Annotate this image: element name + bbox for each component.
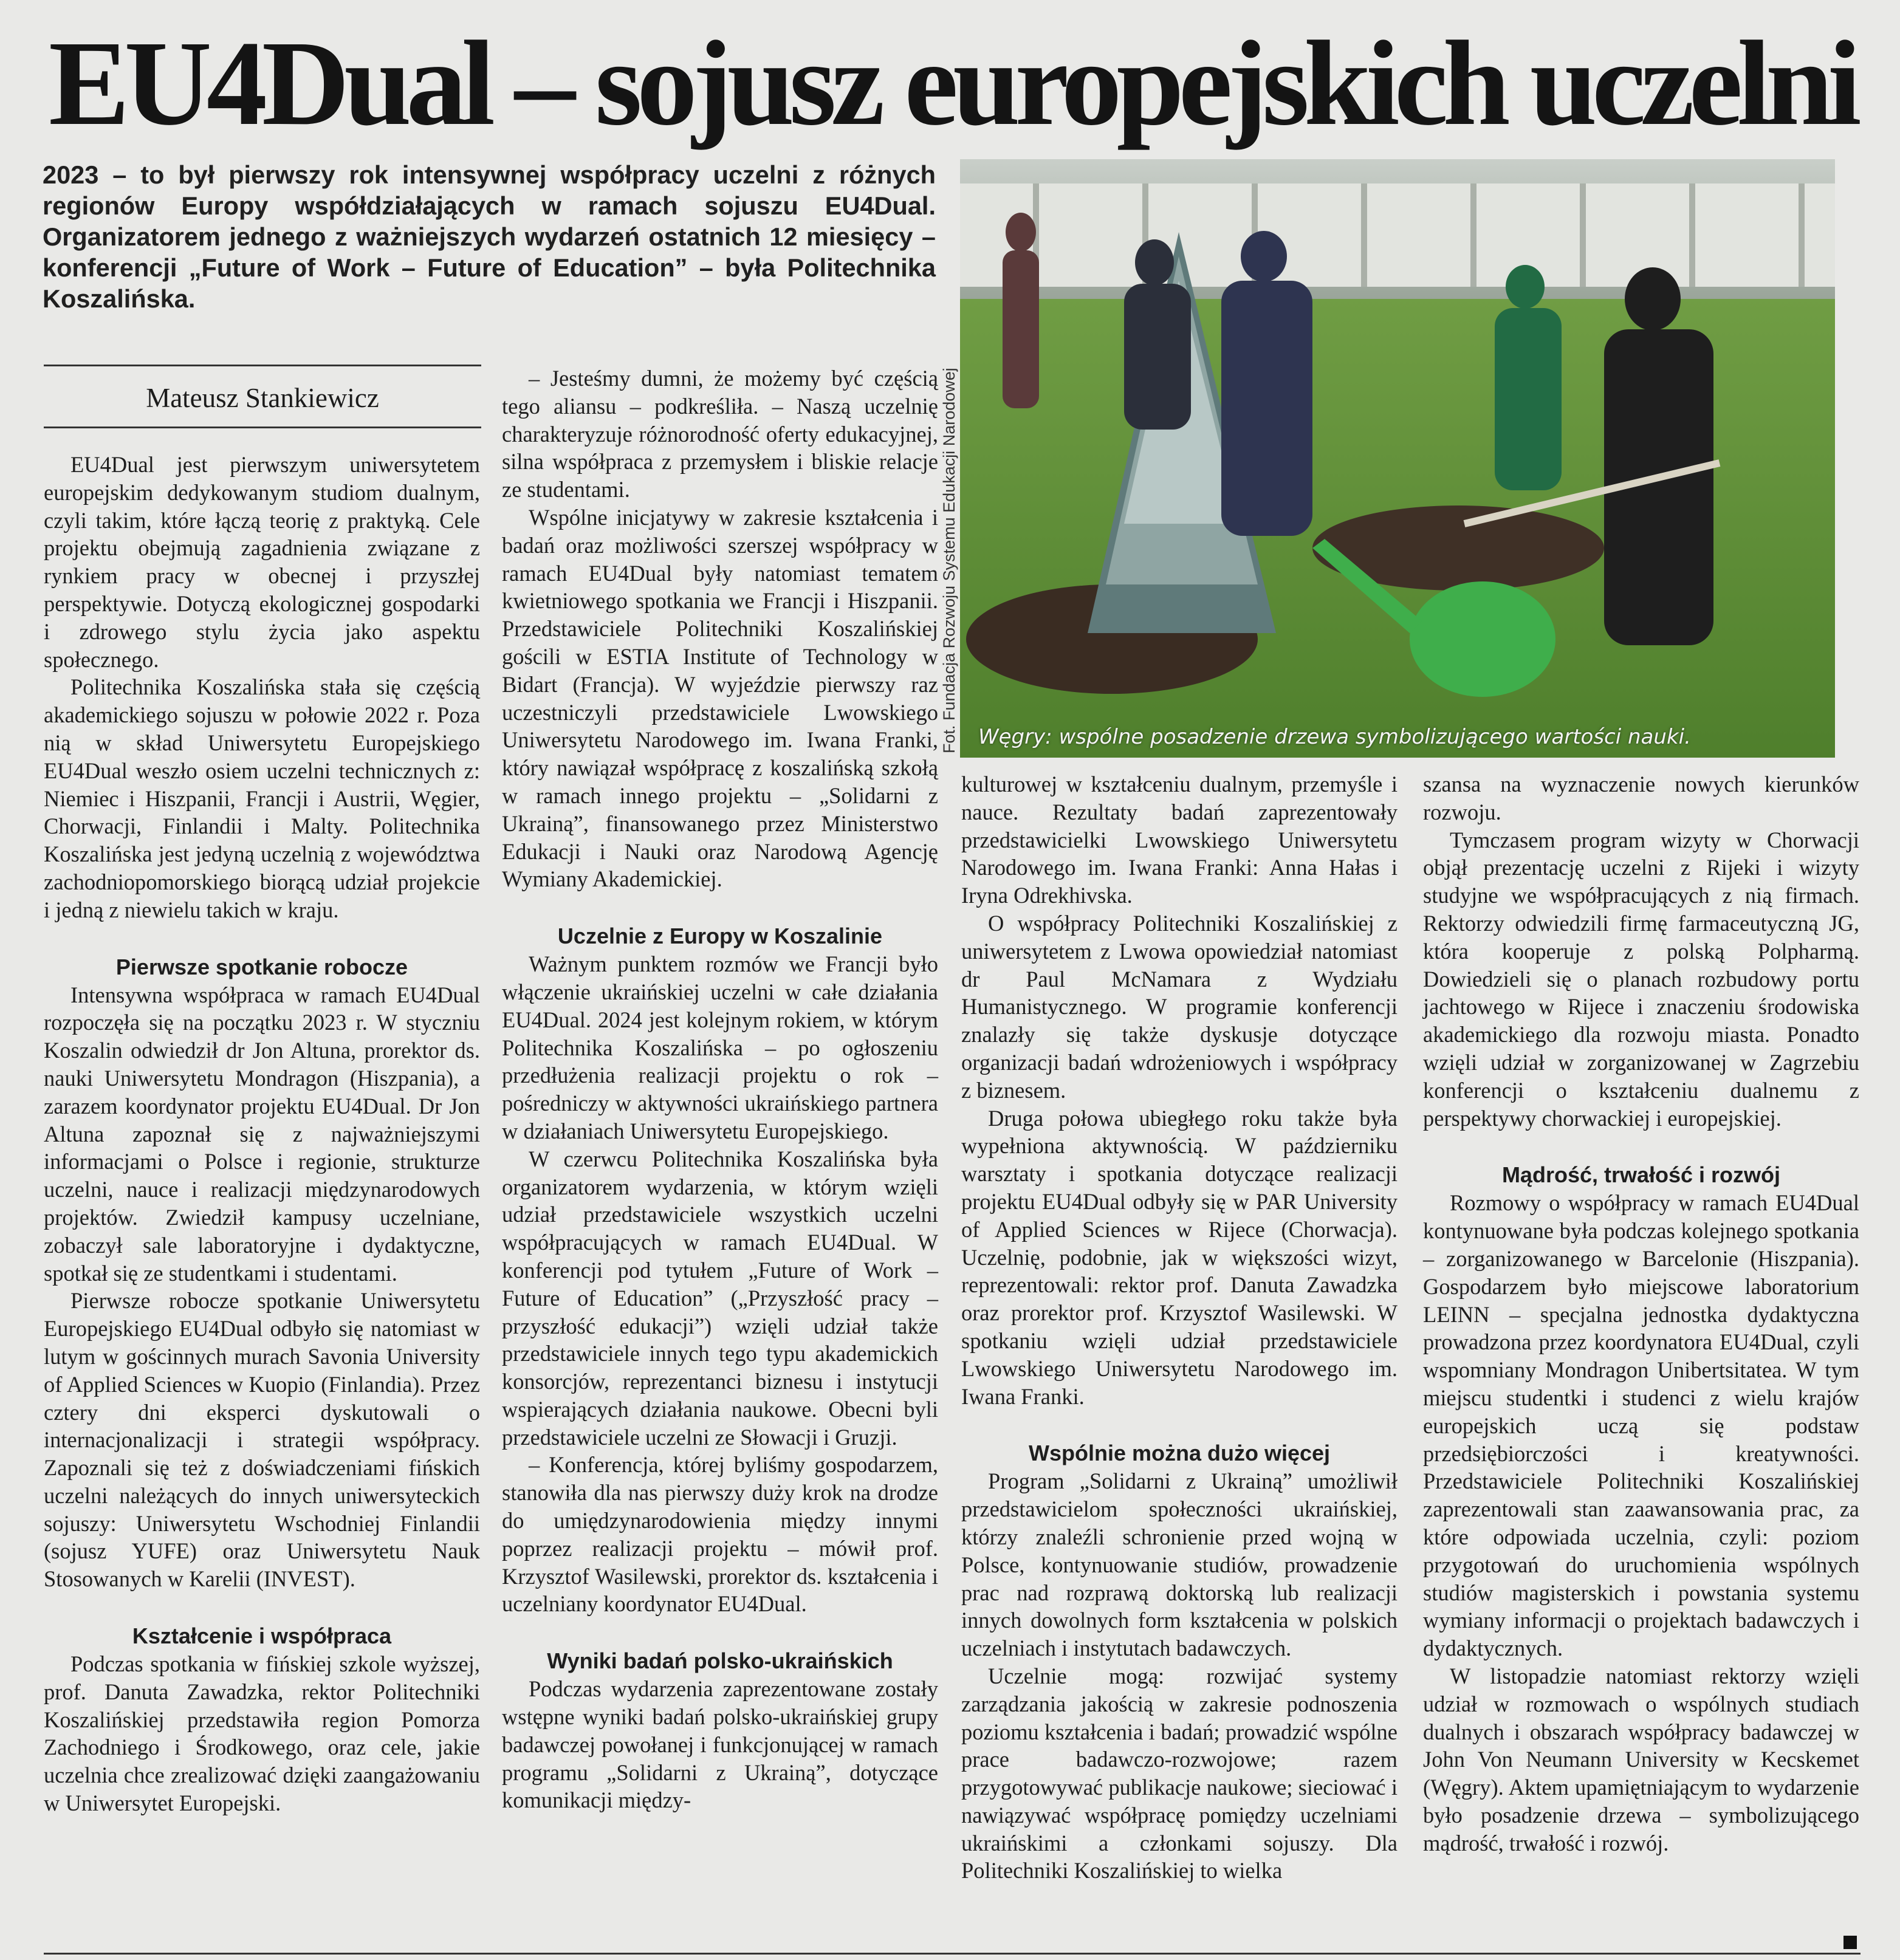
- paragraph: Druga połowa ubiegłego roku także była wypełniona aktywnością. W październiku warsztaty i spotkania dotyczące realizacji projektu EU4Dual odbyły się w PAR University of Applied Sciences w Rijece (Chorwacja). Uczelnię, podobnie, jak w większości wizyt, reprezentowali: rektor prof. Danuta Zawadzka oraz prorektor prof. Krzysztof Wasilewski. W spotkaniu wzięli udział przedstawiciele Lwowskiego Uniwersytetu Narodowego im. Iwana Franki.: [961, 1105, 1398, 1409]
- subheading: Wyniki badań polsko-ukraińskich: [547, 1648, 893, 1674]
- paragraph: Uczelnie mogą: rozwijać systemy zarządzania jakością w zakresie podnoszenia poziomu kształcenia i badań; prowadzić wspólne prace badawczo-rozwojowe; razem przygotowywać publikacje naukowe; sieciować i nawiązywać współpracę pomiędzy uczelniami ukraińskimi a członkami sojuszy. Dla Politechniki Koszalińskiej to wielka: [961, 1663, 1398, 1883]
- paragraph: Podczas wydarzenia zaprezentowane zostały wstępne wyniki badań polsko-ukraińskiej grupy badawczej powołanej i funkcjonującej w ramach programu „Solidarni z Ukrainą”, dotyczące komunikacji między-: [502, 1676, 938, 1813]
- paragraph: Wspólne inicjatywy w zakresie kształcenia i badań oraz możliwości szerszej współpracy w ramach EU4Dual były natomiast tematem kwietniowego spotkania we Francji i Hiszpanii. Przedstawiciele Politechniki Koszalińskiej gościli w ESTIA Institute of Technology w Bidart (Francja). W wyjeździe pierwszy raz uczestniczyli przedstawiciele Lwowskiego Uniwersytetu Narodowego im. Iwana Franki, który nawiązał współpracę z koszalińską szkołą w ramach innego projektu – „Solidarni z Ukrainą”, finansowanego przez Ministerstwo Edukacji i Nauki oraz Narodową Agencję Wymiany Akademickiej.: [502, 504, 938, 892]
- paragraph: – Jesteśmy dumni, że możemy być częścią tego aliansu – podkreśliła. – Naszą uczelnię charakteryzuje różnorodność oferty edukacyjnej, silna współpraca z przemysłem i bliskie relacje ze studentami.: [502, 366, 938, 502]
- paragraph: Intensywna współpraca w ramach EU4Dual rozpoczęła się na początku 2023 r. W styczniu Koszalin odwiedził dr Jon Altuna, prorektor ds. nauki Uniwersytetu Mondragon (Hiszpania), a zarazem koordynator projektu EU4Dual. Dr Jon Altuna zapoznał się z najważniejszymi informacjami o Polsce i regionie, strukturze uczelni, nauce i realizacji międzynarodowych projektów. Zwiedził kampusy uczelniane, zobaczył sale laboratoryjne i dydaktyczne, spotkał się ze studentkami i studentami.: [44, 982, 480, 1286]
- paragraph: kulturowej w kształceniu dualnym, przemyśle i nauce. Rezultaty badań zaprezentowały przedstawicielki Lwowskiego Uniwersytetu Narodowego im. Iwana Franki: Anna Hałas i Iryna Odrekhivska.: [961, 772, 1398, 908]
- byline-top-rule: [44, 365, 481, 366]
- article-column-3: [961, 770, 1398, 1885]
- article-column-1: [44, 451, 480, 1817]
- paragraph: W czerwcu Politechnika Koszalińska była organizatorem wydarzenia, w którym wzięli udział przedstawiciele wszystkich uczelni współpracujących w ramach EU4Dual. W konferencji pod tytułem „Future of Work – Future of Education” („Przyszłość pracy – przyszłość edukacji”) wzięli udział także przedstawiciele innych tego typu akademickich konsorcjów, reprezentanci biznesu i instytucji wspierających działania naukowe. Obecni byli przedstawiciele uczelni ze Słowacji i Gruzji.: [502, 1146, 938, 1450]
- subheading: Pierwsze spotkanie robocze: [115, 954, 408, 979]
- paragraph: Program „Solidarni z Ukrainą” umożliwił przedstawicielom społeczności ukraińskiej, którzy znaleźli schronienie przed wojną w Polsce, kontynuowanie studiów, prowadzenie prac nad rozprawą doktorską lub realizacji innych dowolnych form kształcenia w polskich uczelniach i instytutach badawczych.: [961, 1468, 1398, 1661]
- paragraph: O współpracy Politechniki Koszalińskiej z uniwersytetem z Lwowa opowiedział natomiast dr Paul McNamara z Wydziału Humanistycznego. W programie konferencji znalazły się także dyskusje dotyczące organizacji badań wdrożeniowych i współpracy z biznesem.: [961, 910, 1398, 1103]
- subheading: Wspólnie można dużo więcej: [1028, 1441, 1331, 1466]
- photo-caption: Węgry: wspólne posadzenie drzewa symbolizującego wartości nauki.: [978, 725, 1691, 749]
- subheading: Mądrość, trwałość i rozwój: [1501, 1162, 1781, 1188]
- paragraph: Politechnika Koszalińska stała się częścią akademickiego sojuszu w połowie 2022 r. Poza nią w skład Uniwersytetu Europejskiego EU4Dual weszło osiem uczelni technicznych z: Niemiec i Hiszpanii, Francji i Austrii, Węgier, Chorwacji, Finlandii i Malty. Politechnika Koszalińska jest jedyną uczelnią z województwa zachodniopomorskiego biorącą udział projekcie i jedną z niewielu takich w kraju.: [44, 674, 480, 922]
- photo-credit: Fot. Fundacja Rozwoju Systemu Edukacji Narodowej: [940, 368, 958, 753]
- subheading: Kształcenie i współpraca: [132, 1623, 392, 1649]
- bottom-rule: [44, 1953, 1861, 1955]
- article-column-2: [502, 365, 938, 1814]
- paragraph: Pierwsze robocze spotkanie Uniwersytetu Europejskiego EU4Dual odbyło się natomiast w lutym w gościnnych murach Savonia University of Applied Sciences w Kuopio (Finlandia). Przez cztery dni eksperci dyskutowali o internacjonalizacji i strategii współpracy. Zapoznali się też z doświadczeniami fińskich uczelni należących do innych uniwersyteckich sojuszy: Uniwersytetu Wschodniej Finlandii (sojusz YUFE) oraz Uniwersytetu Nauk Stosowanych w Karelii (INVEST).: [44, 1288, 480, 1592]
- paragraph: Rozmowy o współpracy w ramach EU4Dual kontynuowane była podczas kolejnego spotkania – zorganizowanego w Barcelonie (Hiszpania). Gospodarzem było miejscowe laboratorium LEINN – specjalna jednostka dydaktyczna prowadzona przez koordynatora EU4Dual, czyli wspomniany Mondragon Unibertsitatea. W tym miejscu studentki i studenci z wielu krajów europejskich uczą się podstaw przedsiębiorczości i kreatywności. Przedstawiciele Politechniki Koszalińskiej zaprezentowali stan zaawansowania prac, za które odpowiada uczelnia, czyli: poziom przygotowań do uruchomienia wspólnych studiów magisterskich i powstania systemu wymiany informacji o projektach badawczych i dydaktycznych.: [1423, 1190, 1859, 1661]
- byline-bottom-rule: [44, 427, 481, 428]
- paragraph: Podczas spotkania w fińskiej szkole wyższej, prof. Danuta Zawadzka, rektor Politechniki Koszalińskiej przedstawiła region Pomorza Zachodniego i Środkowego, oraz cele, jakie uczelnia chce zrealizować dzięki zaangażowaniu w Uniwersytet Europejski.: [44, 1651, 480, 1816]
- end-of-article-mark: [1843, 1936, 1857, 1949]
- article-column-4: [1423, 770, 1859, 1857]
- paragraph: Tymczasem program wizyty w Chorwacji objął prezentację uczelni z Rijeki i wizyty studyjne we współpracujących z nią firmach. Rektorzy odwiedzili firmę farmaceutyczną JG, która kooperuje z polską Polpharmą. Dowiedzieli się o planach rozbudowy portu jachtowego w Rijece i znaczeniu środowiska akademickiego dla rozwoju miasta. Ponadto wzięli udział w zorganizowanej w Zagrzebiu konferencji o kształceniu dualnemu z perspektywy chorwackiej i europejskiej.: [1423, 827, 1859, 1131]
- paragraph: szansa na wyznaczenie nowych kierunków rozwoju.: [1423, 772, 1859, 824]
- tree-planting-photo: [960, 159, 1835, 758]
- subheading: Uczelnie z Europy w Koszalinie: [557, 923, 883, 949]
- lead-paragraph: 2023 – to był pierwszy rok intensywnej współpracy uczelni z różnych regionów Europy współdziałających w ramach sojuszu EU4Dual. Organizatorem jednego z ważniejszych wydarzeń ostatnich 12 miesięcy – konferencji „Future of Work – Future of Education” – była Politechnika Koszalińska.: [43, 160, 936, 313]
- article-photo: [960, 159, 1835, 758]
- paragraph: W listopadzie natomiast rektorzy wzięli udział w rozmowach o wspólnych studiach dualnych i obszarach współpracy badawczej w John Von Neumann University w Kecskemet (Węgry). Aktem upamiętniającym to wydarzenie było posadzenie drzewa – symbolizującego mądrość, trwałość i rozwój.: [1423, 1663, 1859, 1855]
- paragraph: Ważnym punktem rozmów we Francji było włączenie ukraińskiej uczelni w całe działania EU4Dual. 2024 jest kolejnym rokiem, w którym Politechnika Koszalińska – po ogłoszeniu przedłużenia realizacji projektu o rok – pośredniczy w aktywności ukraińskiego partnera w działaniach Uniwersytetu Europejskiego.: [502, 951, 938, 1143]
- paragraph: EU4Dual jest pierwszym uniwersytetem europejskim dedykowanym studiom dualnym, czyli takim, które łączą teorię z praktyką. Cele projektu obejmują zagadnienia związane z rynkiem pracy w obecnej i przyszłej perspektywie. Dotyczą ekologicznej gospodarki i zdrowego stylu życia jako aspektu społecznego.: [44, 452, 480, 672]
- headline: EU4Dual – sojusz europejskich uczelni: [49, 16, 1856, 151]
- paragraph: – Konferencja, której byliśmy gospodarzem, stanowiła dla nas pierwszy duży krok na drodze do umiędzynarodowienia między innymi poprzez realizacji projektu – mówił prof. Krzysztof Wasilewski, prorektor ds. kształcenia i uczelniany koordynator EU4Dual.: [502, 1452, 938, 1617]
- author-byline: Mateusz Stankiewicz: [146, 383, 379, 413]
